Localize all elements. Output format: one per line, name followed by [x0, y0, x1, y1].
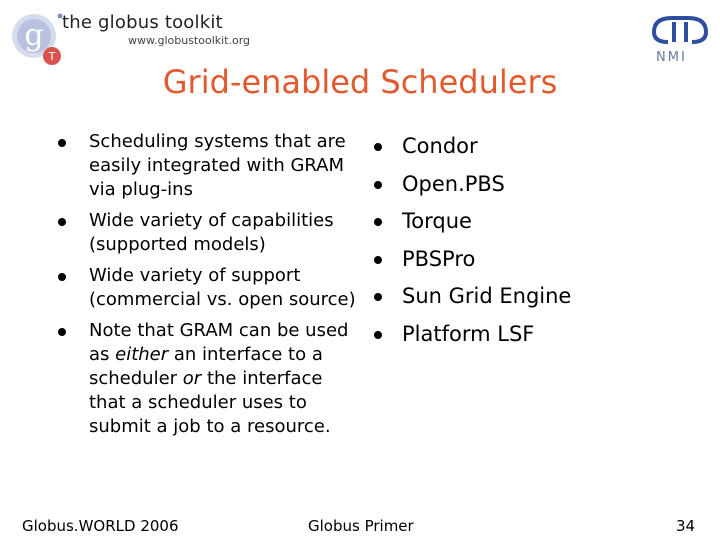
bullet-icon	[58, 218, 66, 226]
bullet-icon	[374, 293, 382, 301]
right-bullet-list	[374, 131, 674, 356]
nmi-text: NMI	[656, 50, 687, 65]
bullet-text-part: Note that GRAM can be used as	[89, 320, 349, 365]
bullet-text: Wide variety of support (commercial vs. open source)	[89, 265, 356, 310]
bullet-icon	[374, 218, 382, 226]
scheduler-item	[374, 281, 674, 311]
bullet-icon	[374, 256, 382, 264]
page-number: 34	[676, 517, 696, 535]
scheduler-name: PBSPro	[402, 246, 476, 271]
left-bullet-item	[58, 209, 358, 257]
bullet-icon	[374, 143, 382, 151]
scheduler-name: Sun Grid Engine	[402, 284, 572, 308]
scheduler-item	[374, 244, 674, 274]
scheduler-item	[374, 131, 674, 161]
scheduler-name: Open.PBS	[402, 171, 505, 196]
bullet-icon	[58, 273, 66, 281]
svg-text:T: T	[48, 50, 56, 63]
scheduler-item	[374, 169, 674, 199]
scheduler-item	[374, 319, 674, 349]
logo-name: the globus toolkit	[62, 12, 223, 33]
svg-text:g: g	[24, 18, 44, 53]
scheduler-name: Torque	[402, 209, 472, 233]
bullet-icon	[58, 139, 66, 147]
slide-title: Grid-enabled Schedulers	[162, 63, 558, 101]
bullet-icon	[374, 331, 382, 339]
left-bullet-item	[58, 264, 358, 312]
bullet-text-part: the interface that a scheduler uses to submit a job to a resource.	[89, 368, 331, 437]
nmi-logo	[648, 12, 712, 68]
bullet-text-part: an interface to a scheduler	[89, 344, 323, 389]
footer-title: Globus Primer	[308, 517, 414, 535]
scheduler-item	[374, 206, 674, 236]
footer-event: Globus.WORLD 2006	[22, 517, 179, 535]
left-bullet-list	[58, 130, 358, 446]
logo-url: www.globustoolkit.org	[128, 34, 251, 47]
bullet-text: Wide variety of capabilities (supported models)	[89, 210, 334, 255]
bullet-text-emphasis: either	[115, 344, 169, 365]
scheduler-name: Platform LSF	[402, 321, 535, 346]
bullet-text-emphasis: or	[182, 368, 202, 389]
bullet-text: Scheduling systems that are easily integrated with GRAM via plug-ins	[89, 131, 346, 200]
left-bullet-item	[58, 130, 358, 202]
bullet-icon	[374, 181, 382, 189]
left-bullet-item	[58, 319, 358, 439]
scheduler-name: Condor	[402, 134, 478, 158]
bullet-icon	[58, 328, 66, 336]
nmi-logo-icon	[648, 12, 712, 48]
